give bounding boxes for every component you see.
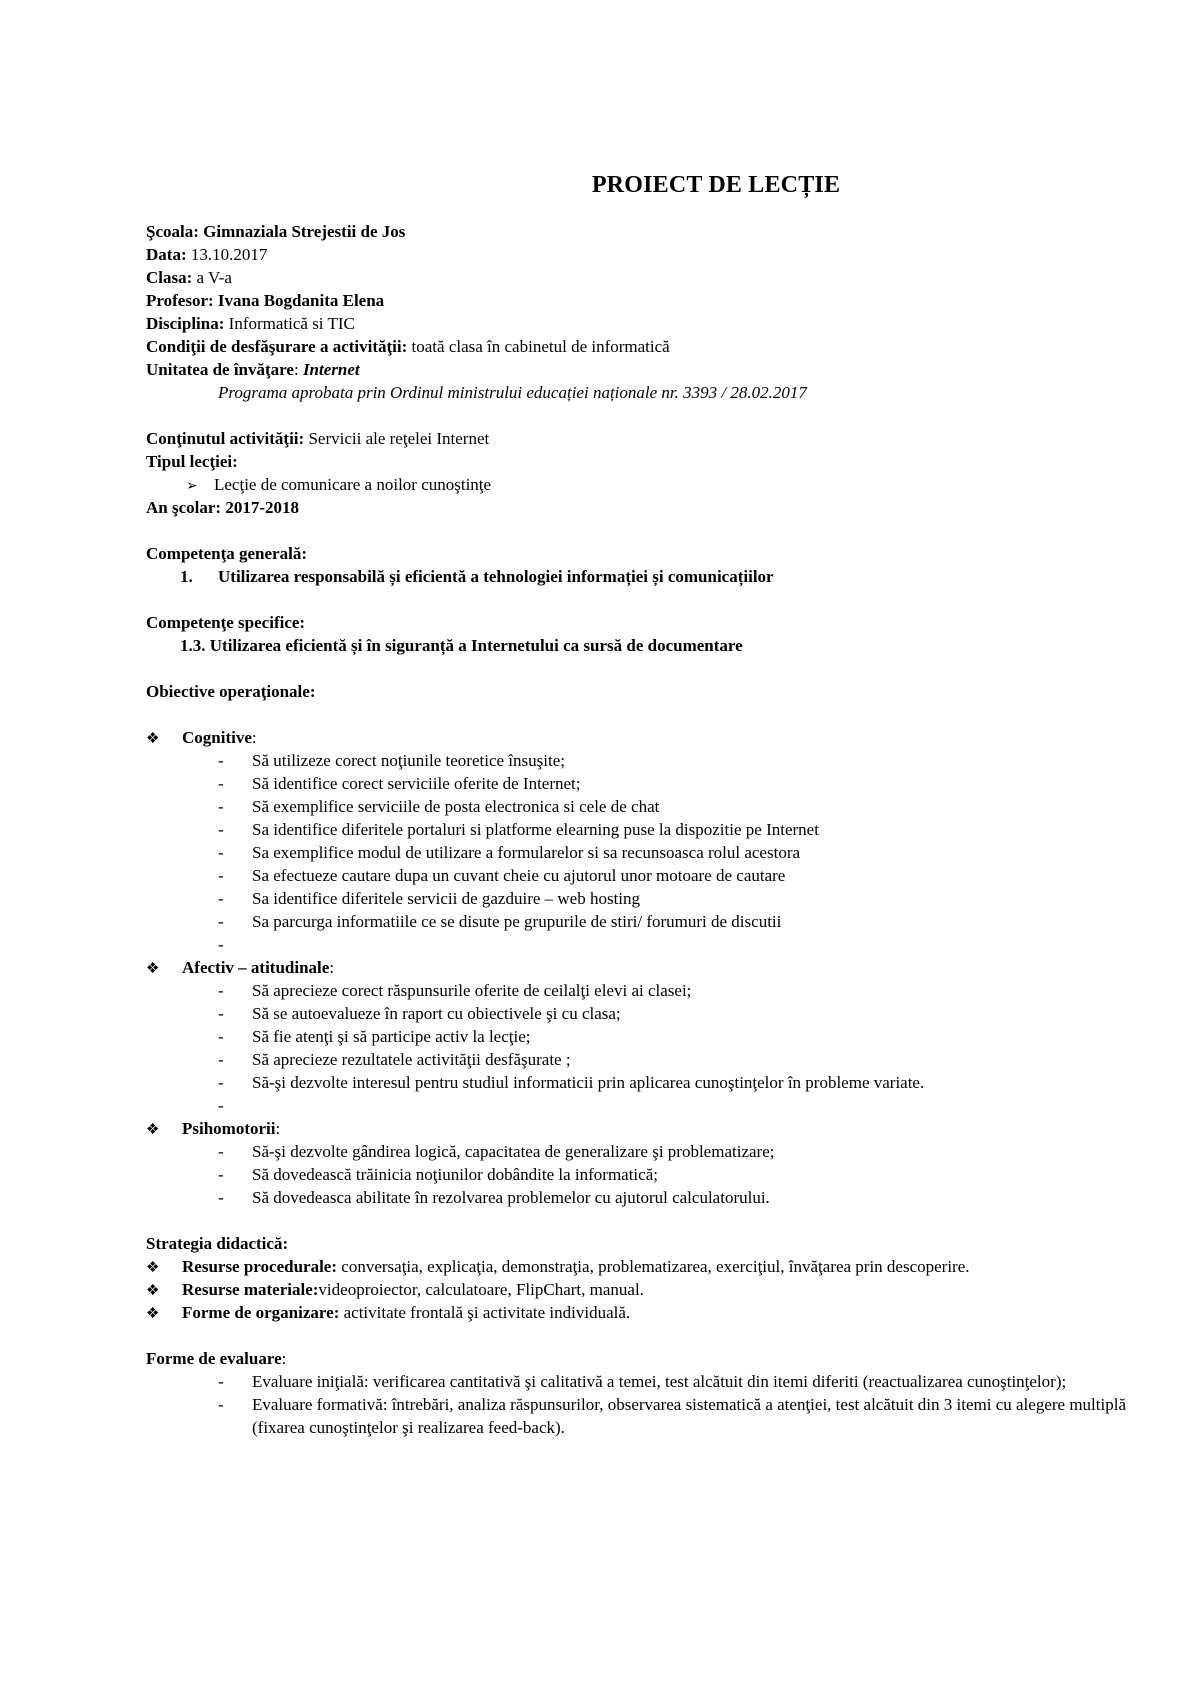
discipline-label: Disciplina: bbox=[146, 314, 225, 333]
evaluation-item bbox=[218, 1393, 1138, 1439]
psychomotor-suffix: : bbox=[275, 1119, 281, 1138]
spacer bbox=[146, 1209, 1146, 1232]
general-competence-number: 1. bbox=[180, 567, 193, 586]
evaluation-item-text: Evaluare iniţială: verificarea cantitativă şi calitativă a temei, test alcătuit din itemi diferiti (reactualizarea cunoştinţelor); bbox=[252, 1372, 1067, 1391]
list-item-text: Să aprecieze rezultatele activităţii desfăşurate ; bbox=[252, 1050, 571, 1069]
specific-competences-label: Competenţe specifice: bbox=[146, 613, 306, 632]
list-item-text: Să dovedeasca abilitate în rezolvarea problemelor cu ajutorul calculatorului. bbox=[252, 1188, 770, 1207]
list-item bbox=[218, 749, 1146, 772]
conditions-label: Condiţii de desfăşurare a activităţii: bbox=[146, 337, 408, 356]
dash-bullet: - bbox=[218, 843, 224, 862]
dash-bullet: - bbox=[218, 889, 224, 908]
list-item bbox=[218, 795, 1146, 818]
list-item-text: Să se autoevalueze în raport cu obiectivele şi cu clasa; bbox=[252, 1004, 621, 1023]
content-value: Servicii ale reţelei Internet bbox=[304, 429, 490, 448]
list-item-text: Sa exemplifice modul de utilizare a formularelor si sa recunsoasca rolul acestora bbox=[252, 843, 801, 862]
dash-bullet: - bbox=[218, 1096, 224, 1115]
lesson-type-text: Lecţie de comunicare a noilor cunoştinţe bbox=[214, 475, 492, 494]
dash-bullet: - bbox=[218, 1073, 224, 1092]
affective-suffix: : bbox=[329, 958, 335, 977]
class-line bbox=[146, 266, 1146, 289]
strategy-item bbox=[146, 1301, 1146, 1324]
diamond-bullet-icon: ❖ bbox=[146, 1283, 160, 1299]
discipline-value: Informatică si TIC bbox=[224, 314, 355, 333]
dash-bullet: - bbox=[218, 774, 224, 793]
date-line bbox=[146, 243, 1146, 266]
strategy-item-value: activitate frontală şi activitate individuală. bbox=[339, 1303, 631, 1322]
list-item-text: Să-şi dezvolte interesul pentru studiul informaticii prin aplicarea cunoştinţelor în probleme variate. bbox=[252, 1073, 925, 1092]
diamond-bullet-icon: ❖ bbox=[146, 961, 160, 977]
strategy-label: Strategia didactică: bbox=[146, 1234, 289, 1253]
list-item bbox=[218, 1094, 1146, 1117]
list-item-text: Să aprecieze corect răspunsurile oferite de ceilalţi elevi ai clasei; bbox=[252, 981, 692, 1000]
objectives-label: Obiective operaţionale: bbox=[146, 682, 316, 701]
list-item bbox=[218, 910, 1146, 933]
page-title: PROIECT DE LECȚIE bbox=[591, 172, 841, 198]
lesson-type-item bbox=[146, 473, 1146, 496]
school-line: Şcoala: Gimnaziala Strejestii de Jos bbox=[146, 222, 406, 241]
specific-competence-item: 1.3. Utilizarea eficientă și în siguranță a Internetului ca sursă de documentare bbox=[180, 636, 743, 655]
list-item-text: Să exemplifice serviciile de posta electronica si cele de chat bbox=[252, 797, 660, 816]
dash-bullet: - bbox=[218, 1004, 224, 1023]
evaluation-item-text: Evaluare formativă: întrebări, analiza răspunsurilor, observarea sistematică a atenţiei, test alcătuit din 3 itemi cu alegere multiplă (fixarea cunoştinţelor şi realizarea feed-back). bbox=[252, 1395, 1126, 1437]
lesson-type-label: Tipul lecţiei: bbox=[146, 452, 238, 471]
dash-bullet: - bbox=[218, 912, 224, 931]
spacer bbox=[146, 1324, 1146, 1347]
teacher-line: Profesor: Ivana Bogdanita Elena bbox=[146, 291, 385, 310]
dash-bullet: - bbox=[218, 820, 224, 839]
dash-bullet: - bbox=[218, 1395, 224, 1414]
class-label: Clasa: bbox=[146, 268, 193, 287]
spacer bbox=[146, 703, 1146, 726]
strategy-item-label: Resurse materiale: bbox=[182, 1280, 319, 1299]
list-item bbox=[218, 818, 1146, 841]
psychomotor-list bbox=[146, 1140, 1146, 1209]
general-competence-item bbox=[146, 565, 1146, 588]
document-content bbox=[146, 170, 1146, 1439]
dash-bullet: - bbox=[218, 866, 224, 885]
spacer bbox=[146, 519, 1146, 542]
unit-line bbox=[146, 358, 1146, 381]
program-line: Programa aprobata prin Ordinul ministrului educației naționale nr. 3393 / 28.02.2017 bbox=[218, 383, 807, 402]
list-item bbox=[218, 841, 1146, 864]
evaluation-label: Forme de evaluare bbox=[146, 1349, 282, 1368]
strategy-item-value: videoproiector, calculatoare, FlipChart, manual. bbox=[318, 1280, 644, 1299]
affective-label: Afectiv – atitudinale bbox=[182, 958, 330, 977]
dash-bullet: - bbox=[218, 1165, 224, 1184]
discipline-line bbox=[146, 312, 1146, 335]
cognitive-suffix: : bbox=[251, 728, 257, 747]
unit-label: Unitatea de învăţare bbox=[146, 360, 294, 379]
date-value: 13.10.2017 bbox=[186, 245, 268, 264]
spacer bbox=[146, 657, 1146, 680]
list-item bbox=[218, 933, 1146, 956]
list-item-text: Să dovedească trăinicia noţiunilor dobândite la informatică; bbox=[252, 1165, 658, 1184]
strategy-item-value: conversaţia, explicaţia, demonstraţia, problematizarea, exerciţiul, învăţarea prin descoperire. bbox=[337, 1257, 970, 1276]
strategy-item-label: Resurse procedurale: bbox=[182, 1257, 338, 1276]
list-item-text: Sa parcurga informatiile ce se disute pe grupurile de stiri/ forumuri de discutii bbox=[252, 912, 782, 931]
dash-bullet: - bbox=[218, 1188, 224, 1207]
list-item bbox=[218, 979, 1146, 1002]
list-item bbox=[218, 1071, 1146, 1094]
list-item-text: Să fie atenţi şi să participe activ la lecţie; bbox=[252, 1027, 531, 1046]
strategy-list bbox=[146, 1255, 1146, 1324]
evaluation-item bbox=[218, 1370, 1138, 1393]
class-value: a V-a bbox=[192, 268, 232, 287]
list-item bbox=[218, 1140, 1146, 1163]
spacer bbox=[146, 588, 1146, 611]
psychomotor-heading bbox=[146, 1117, 1146, 1140]
arrow-bullet-icon: ➢ bbox=[186, 479, 198, 494]
content-line bbox=[146, 427, 1146, 450]
evaluation-heading bbox=[146, 1347, 1146, 1370]
list-item-text bbox=[252, 933, 1146, 956]
dash-bullet: - bbox=[218, 981, 224, 1000]
list-item bbox=[218, 1186, 1146, 1209]
list-item bbox=[218, 1163, 1146, 1186]
content-label: Conţinutul activităţii: bbox=[146, 429, 305, 448]
affective-heading bbox=[146, 956, 1146, 979]
affective-list bbox=[146, 979, 1146, 1117]
list-item bbox=[218, 772, 1146, 795]
psychomotor-label: Psihomotorii bbox=[182, 1119, 276, 1138]
conditions-line bbox=[146, 335, 1146, 358]
list-item-text: Să-şi dezvolte gândirea logică, capacitatea de generalizare şi problematizare; bbox=[252, 1142, 775, 1161]
list-item bbox=[218, 1025, 1146, 1048]
evaluation-list bbox=[146, 1370, 1138, 1439]
general-competence-label: Competenţa generală: bbox=[146, 544, 307, 563]
diamond-bullet-icon: ❖ bbox=[146, 1260, 160, 1276]
school-year-line: An şcolar: 2017-2018 bbox=[146, 498, 299, 517]
list-item-text: Sa identifice diferitele portaluri si platforme elearning puse la dispozitie pe Internet bbox=[252, 820, 819, 839]
dash-bullet: - bbox=[218, 1142, 224, 1161]
spacer bbox=[146, 404, 1146, 427]
dash-bullet: - bbox=[218, 797, 224, 816]
evaluation-suffix: : bbox=[281, 1349, 287, 1368]
list-item-text: Sa identifice diferitele servicii de gazduire – web hosting bbox=[252, 889, 641, 908]
dash-bullet: - bbox=[218, 935, 224, 954]
diamond-bullet-icon: ❖ bbox=[146, 731, 160, 747]
list-item-text bbox=[252, 1094, 1146, 1117]
date-label: Data: bbox=[146, 245, 187, 264]
cognitive-label: Cognitive bbox=[182, 728, 252, 747]
list-item-text: Să identifice corect serviciile oferite de Internet; bbox=[252, 774, 581, 793]
dash-bullet: - bbox=[218, 751, 224, 770]
diamond-bullet-icon: ❖ bbox=[146, 1122, 160, 1138]
list-item bbox=[218, 864, 1146, 887]
dash-bullet: - bbox=[218, 1050, 224, 1069]
general-competence-text: Utilizarea responsabilă și eficientă a tehnologiei informației și comunicațiilor bbox=[218, 567, 774, 586]
dash-bullet: - bbox=[218, 1027, 224, 1046]
list-item-text: Să utilizeze corect noţiunile teoretice însuşite; bbox=[252, 751, 565, 770]
list-item-text: Sa efectueze cautare dupa un cuvant cheie cu ajutorul unor motoare de cautare bbox=[252, 866, 786, 885]
list-item bbox=[218, 1048, 1146, 1071]
conditions-value: toată clasa în cabinetul de informatică bbox=[407, 337, 670, 356]
cognitive-heading bbox=[146, 726, 1146, 749]
unit-value: Internet bbox=[302, 360, 360, 379]
unit-separator: : bbox=[293, 360, 303, 379]
diamond-bullet-icon: ❖ bbox=[146, 1306, 160, 1322]
strategy-item bbox=[146, 1255, 1146, 1278]
strategy-item-label: Forme de organizare: bbox=[182, 1303, 340, 1322]
cognitive-list bbox=[146, 749, 1146, 956]
strategy-item bbox=[146, 1278, 1146, 1301]
dash-bullet: - bbox=[218, 1372, 224, 1391]
list-item bbox=[218, 1002, 1146, 1025]
list-item bbox=[218, 887, 1146, 910]
